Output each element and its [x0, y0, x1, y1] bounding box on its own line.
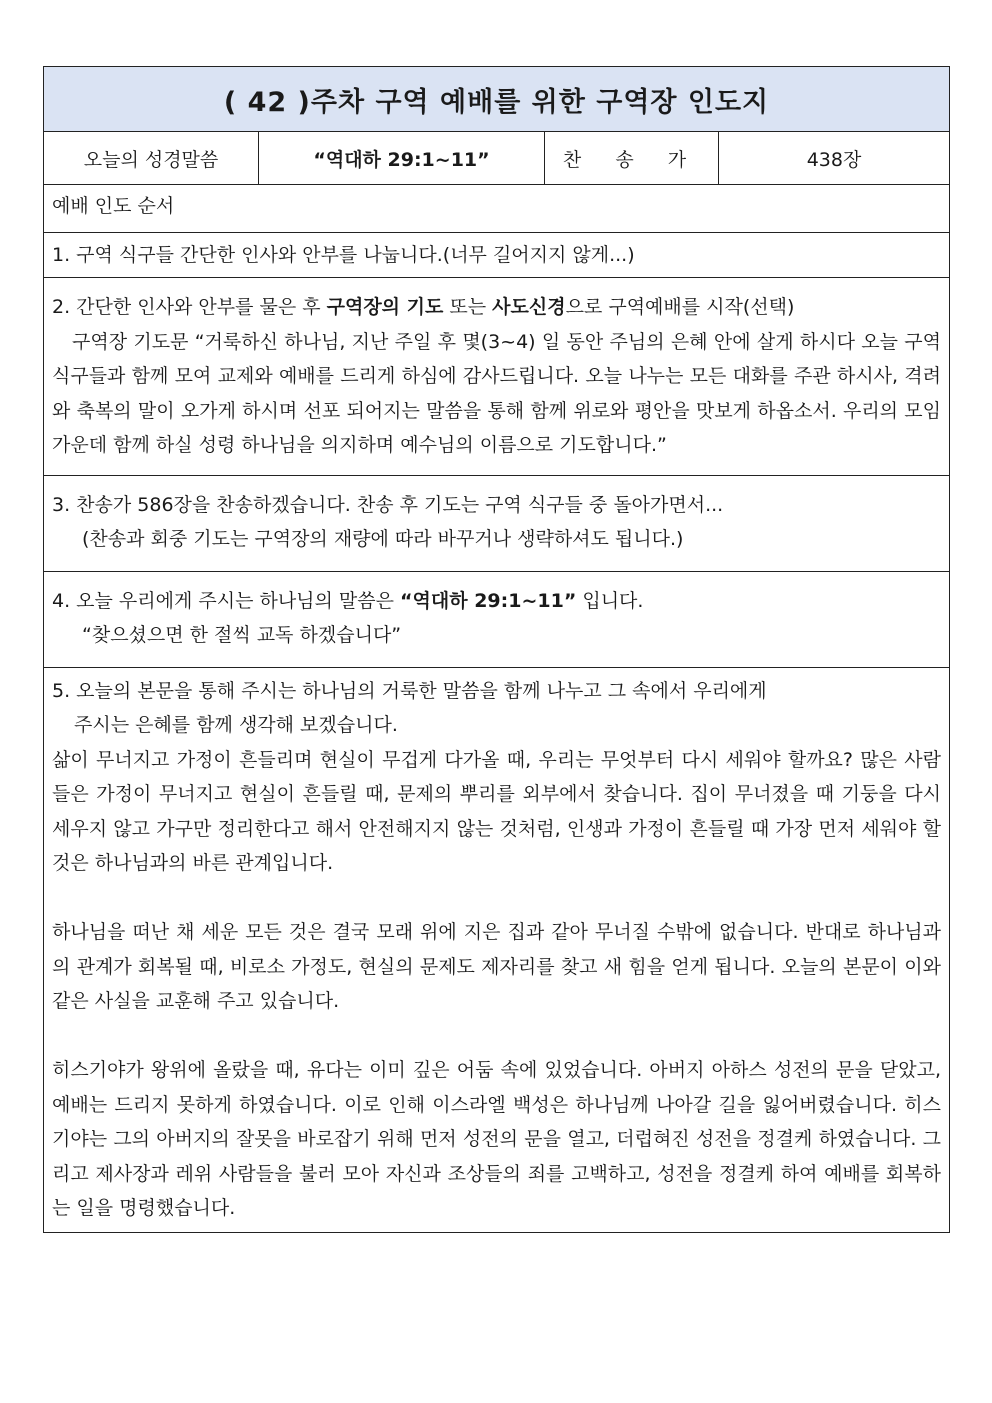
- step-3-line2: (찬송과 회중 기도는 구역장의 재량에 따라 바꾸거나 생략하셔도 됩니다.): [82, 528, 684, 550]
- step-2-intro: [52, 290, 941, 325]
- step-1: 1. 구역 식구들 간단한 인사와 안부를 나눕니다.(너무 길어지지 않게...): [44, 233, 949, 278]
- step-4-pre: 4. 오늘 우리에게 주시는 하나님의 말씀은: [52, 589, 401, 612]
- document-title: ( 42 )주차 구역 예배를 위한 구역장 인도지: [44, 67, 949, 132]
- scripture-label: 오늘의 성경말씀: [44, 132, 259, 184]
- step-4-post: 입니다.: [576, 589, 644, 612]
- step-2-prayer: 구역장 기도문 “거룩하신 하나님, 지난 주일 후 몇(3~4) 일 동안 주님의 은혜 안에 살게 하시다 오늘 구역 식구들과 함께 모여 교제와 예배를 드리게 하심에 감사드립니다. 오늘 나누는 모든 대화를 주관 하시사, 격려와 축복의 말이 오가게 하시며 선포 되어지는 말씀을 통해 함께 위로와 평안을 맛보게 하옵소서. 우리의 모임 가운데 함께 하실 성령 하나님을 의지하며 예수님의 이름으로 기도합니다.”: [52, 330, 941, 456]
- order-heading: 예배 인도 순서: [44, 185, 949, 233]
- step-3: [44, 476, 949, 572]
- worship-guide-document: [43, 66, 950, 1233]
- paragraph-gap: [52, 881, 941, 916]
- step-2-bold-creed: 사도신경: [492, 296, 566, 318]
- step-4-line2: “찾으셨으면 한 절씩 교독 하겠습니다”: [82, 624, 402, 646]
- step-5-para1: 삶이 무너지고 가정이 흔들리며 현실이 무겁게 다가올 때, 우리는 무엇부터 다시 세워야 할까요? 많은 사람들은 가정이 무너지고 현실이 흔들릴 때, 문제의 뿌리를 외부에서 찾습니다. 집이 무너졌을 때 기둥을 다시 세우지 않고 가구만 정리한다고 해서 안전해지지 않는 것처럼, 인생과 가정이 흔들릴 때 가장 먼저 세워야 할 것은 하나님과의 바른 관계입니다.: [52, 748, 941, 874]
- scripture-value: “역대하 29:1~11”: [259, 132, 545, 184]
- hymn-value: 438장: [806, 148, 862, 171]
- step-3-line1: 3. 찬송가 586장을 찬송하겠습니다. 찬송 후 기도는 구역 식구들 중 돌아가면서...: [52, 493, 724, 516]
- step-4-scripture: “역대하 29:1~11”: [400, 589, 577, 612]
- step-4: [44, 572, 949, 668]
- step-5-para3: 히스기야가 왕위에 올랐을 때, 유다는 이미 깊은 어둠 속에 있었습니다. 아버지 아하스 성전의 문을 닫았고, 예배는 드리지 못하게 하였습니다. 이로 인해 이스라엘 백성은 하나님께 나아갈 길을 잃어버렸습니다. 히스기야는 그의 아버지의 잘못을 바로잡기 위해 먼저 성전의 문을 열고, 더럽혀진 성전을 정결케 하였습니다. 그리고 제사장과 레위 사람들을 불러 모아 자신과 조상들의 죄를 고백하고, 성전을 정결케 하여 예배를 회복하는 일을 명령했습니다.: [52, 1059, 941, 1219]
- step-2-mid: 또는: [443, 296, 493, 318]
- step-2-post: 으로 구역예배를 시작(선택): [565, 296, 795, 318]
- step-2: [44, 278, 949, 476]
- step-4-line1: [52, 584, 941, 619]
- paragraph-gap: [52, 1019, 941, 1054]
- step-5: [44, 668, 949, 1232]
- step-5-para2: 하나님을 떠난 채 세운 모든 것은 결국 모래 위에 지은 집과 같아 무너질 수밖에 없습니다. 반대로 하나님과의 관계가 회복될 때, 비로소 가정도, 현실의 문제도 제자리를 찾고 새 힘을 얻게 됩니다. 오늘의 본문이 이와 같은 사실을 교훈해 주고 있습니다.: [52, 921, 941, 1012]
- step-5-line2: 주시는 은혜를 함께 생각해 보겠습니다.: [74, 714, 398, 736]
- step-5-line1: 5. 오늘의 본문을 통해 주시는 하나님의 거룩한 말씀을 함께 나누고 그 속에서 우리에게: [52, 679, 767, 702]
- step-2-bold-prayer: 구역장의 기도: [326, 296, 444, 318]
- info-row: [44, 132, 949, 185]
- step-2-pre: 2. 간단한 인사와 안부를 물은 후: [52, 296, 327, 318]
- hymn-label: 찬 송 가: [545, 132, 719, 184]
